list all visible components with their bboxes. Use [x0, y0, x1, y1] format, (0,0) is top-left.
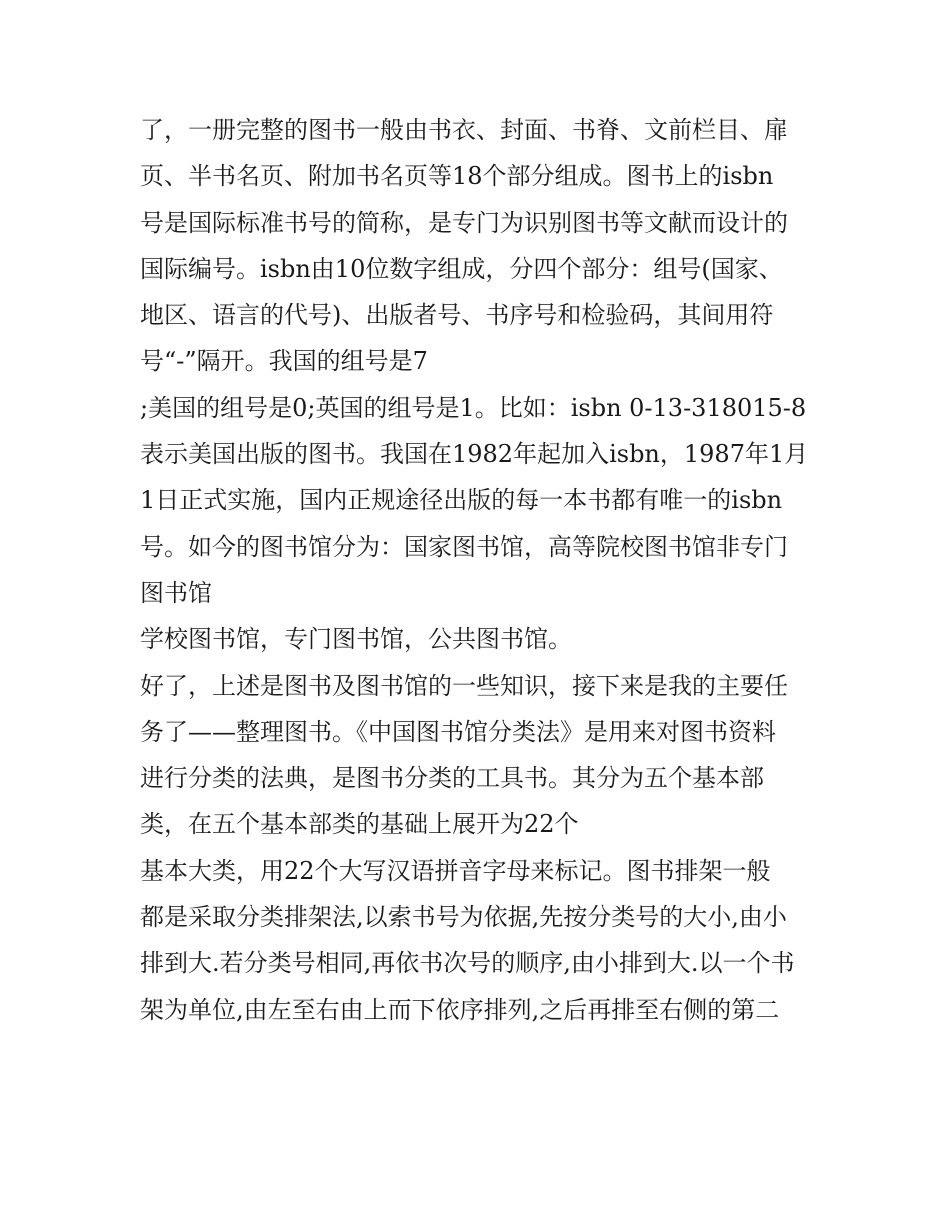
text-line: 号“-”隔开。我国的组号是7	[140, 347, 428, 376]
text-line: 号。如今的图书馆分为：国家图书馆，高等院校图书馆非专门	[140, 532, 788, 561]
text-line: 类，在五个基本部类的基础上展开为22个	[140, 810, 579, 839]
text-line: 都是采取分类排架法,以索书号为依据,先按分类号的大小,由小	[140, 903, 787, 932]
text-line: 图书馆	[140, 578, 212, 607]
text-line: 学校图书馆，专门图书馆，公共图书馆。	[140, 625, 572, 654]
text-line: ;美国的组号是0;英国的组号是1。比如：isbn 0-13-318015-8	[140, 393, 807, 422]
text-line: 地区、语言的代号)、出版者号、书序号和检验码，其间用符	[140, 301, 774, 330]
text-line: 进行分类的法典，是图书分类的工具书。其分为五个基本部	[140, 764, 764, 793]
text-line: 好了，上述是图书及图书馆的一些知识，接下来是我的主要任	[140, 671, 788, 700]
text-line: 号是国际标准书号的简称，是专门为识别图书等文献而设计的	[140, 208, 788, 237]
text-line: 表示美国出版的图书。我国在1982年起加入isbn，1987年1月	[140, 440, 809, 469]
text-line: 页、半书名页、附加书名页等18个部分组成。图书上的isbn	[140, 162, 774, 191]
text-line: 架为单位,由左至右由上而下依序排列,之后再排至右侧的第二	[140, 995, 780, 1024]
text-line: 排到大.若分类号相同,再依书次号的顺序,由小排到大.以一个书	[140, 949, 795, 978]
text-line: 国际编号。isbn由10位数字组成，分四个部分：组号(国家、	[140, 254, 783, 283]
text-line: 了，一册完整的图书一般由书衣、封面、书脊、文前栏目、扉	[140, 116, 788, 144]
text-line: 1日正式实施，国内正规途径出版的每一本书都有唯一的isbn	[140, 486, 783, 515]
text-line: 务了——整理图书。《中国图书馆分类法》是用来对图书资料	[140, 717, 776, 746]
document-body	[140, 107, 830, 1033]
text-line: 基本大类，用22个大写汉语拼音字母来标记。图书排架一般	[140, 856, 771, 885]
